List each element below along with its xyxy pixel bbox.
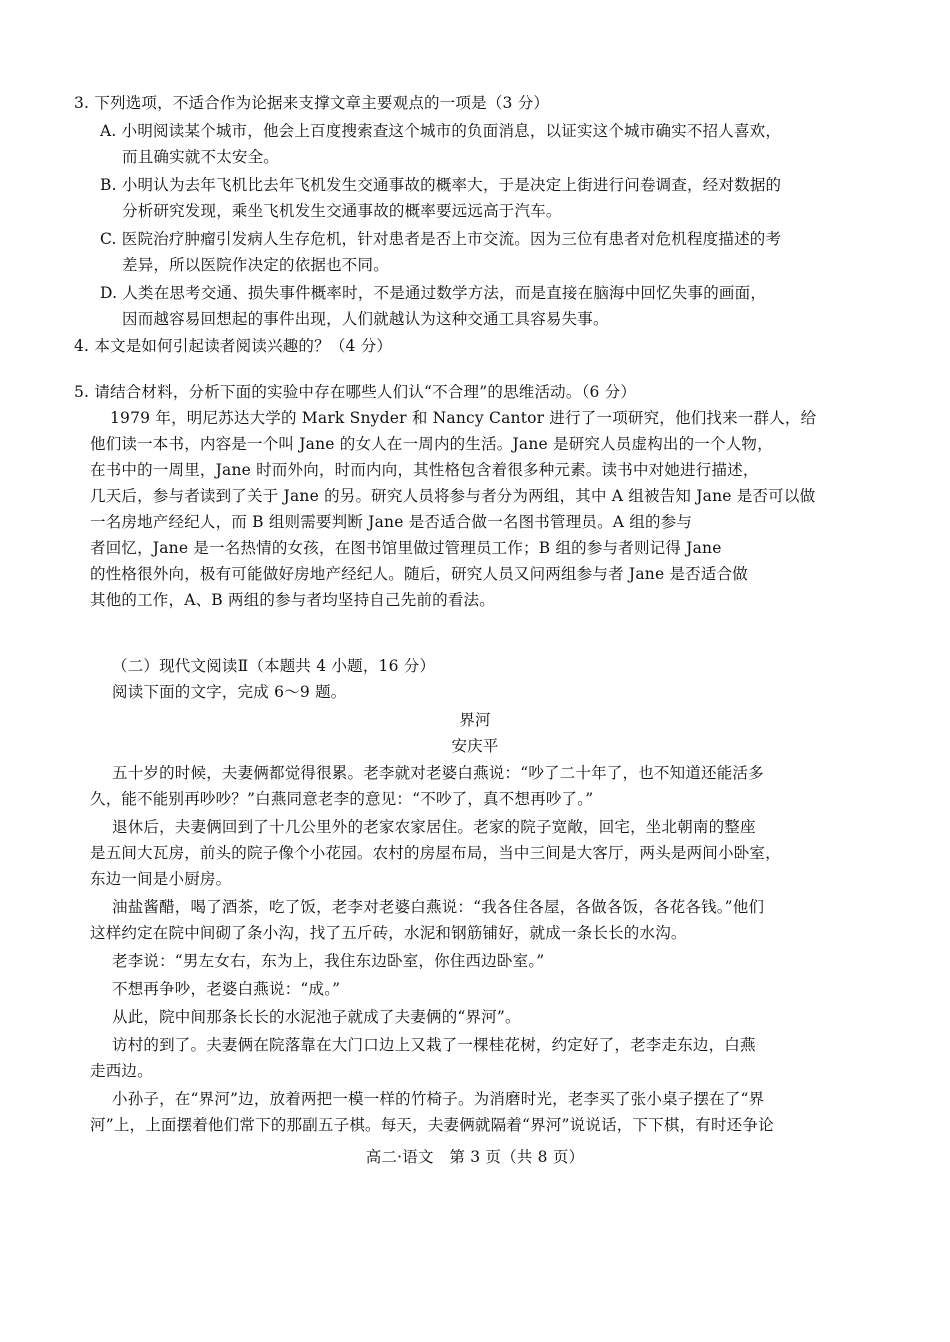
story-p8-line1: 小孙子，在“界河”边，放着两把一模一样的竹椅子。为消磨时光，老李买了张小桌子摆在了“界 [112,1090,765,1108]
section-2-instruction: 阅读下面的文字，完成 6～9 题。 [112,683,347,701]
story-author: 安庆平 [451,737,499,755]
story-title: 界河 [459,711,491,729]
story-p4: 老李说：“男左女右，东为上，我住东边卧室，你住西边卧室。” [112,952,545,970]
story-p8-line2: 河”上，上面摆着他们常下的那副五子棋。每天，夫妻俩就隔着“界河”说说话，下下棋，有时还争论 [90,1116,774,1134]
q5-material-line2: 他们读一本书，内容是一个叫 Jane 的女人在一周内的生活。Jane 是研究人员虚构出的一个人物， [90,435,773,453]
story-p3-line1: 油盐酱醋，喝了酒茶，吃了饭，老李对老婆白燕说：“我各住各屋，各做各饭，各花各钱。”他们 [112,898,765,916]
q5-material-line6: 者回忆，Jane 是一名热情的女孩，在图书馆里做过管理员工作；B 组的参与者则记得 Jane [90,539,722,557]
option-b-line2: 分析研究发现，乘坐飞机发生交通事故的概率要远远高于汽车。 [122,202,562,220]
q5-material-line3: 在书中的一周里，Jane 时而外向，时而内向，其性格包含着很多种元素。读书中对她进行描述， [90,461,759,479]
q5-material-line7: 的性格很外向，极有可能做好房地产经纪人。随后，研究人员又问两组参与者 Jane 是否适合做 [90,565,748,583]
story-p7-line2: 走西边。 [90,1062,153,1080]
story-p5: 不想再争吵，老婆白燕说：“成。” [112,980,341,998]
story-p2-line1: 退休后，夫妻俩回到了十几公里外的老家农家居住。老家的院子宽敞，回宅，坐北朝南的整座 [112,818,756,836]
q5-material-line8: 其他的工作，A、B 两组的参与者均坚持自己先前的看法。 [90,591,495,609]
option-c-line1: C. 医院治疗肿瘤引发病人生存危机，针对患者是否上市交流。因为三位有患者对危机程度描述的考 [100,230,782,248]
option-d-line2: 因而越容易回想起的事件出现，人们就越认为这种交通工具容易失事。 [122,310,609,328]
q5-material-line1: 1979 年，明尼苏达大学的 Mark Snyder 和 Nancy Cantor 进行了一项研究，他们找来一群人，给 [110,409,817,427]
story-p7-line1: 访村的到了。夫妻俩在院落靠在大门口边上又栽了一棵桂花树，约定好了，老李走东边，白燕 [112,1036,756,1054]
story-p6: 从此，院中间那条长长的水泥池子就成了夫妻俩的“界河”。 [112,1008,521,1026]
story-p1-line1: 五十岁的时候，夫妻俩都觉得很累。老李就对老婆白燕说：“吵了二十年了，也不知道还能活多 [112,764,764,782]
story-p2-line3: 东边一间是小厨房。 [90,870,232,888]
q5-material-line4: 几天后，参与者读到了关于 Jane 的另。研究人员将参与者分为两组，其中 A 组被告知 Jane 是否可以做 [90,487,816,505]
option-d-line1: D. 人类在思考交通、损失事件概率时，不是通过数学方法，而是直接在脑海中回忆失事的画面， [100,284,767,302]
story-p1-line2: 久，能不能别再吵吵？”白燕同意老李的意见：“不吵了，真不想再吵了。” [90,790,594,808]
section-2-heading: （二）现代文阅读Ⅱ（本题共 4 小题，16 分） [112,657,436,675]
question-4-stem: 4. 本文是如何引起读者阅读兴趣的？（4 分） [74,337,393,355]
option-b-line1: B. 小明认为去年飞机比去年飞机发生交通事故的概率大，于是决定上街进行问卷调查，经对数据的 [100,176,782,194]
question-3-stem: 3. 下列选项，不适合作为论据来支撑文章主要观点的一项是（3 分） [74,94,550,112]
page-footer: 高二·语文 第 3 页（共 8 页） [365,1148,585,1166]
option-a-line2: 而且确实就不太安全。 [122,148,280,166]
q5-material-line5: 一名房地产经纪人，而 B 组则需要判断 Jane 是否适合做一名图书管理员。A 组的参与 [90,513,693,531]
option-a-line1: A. 小明阅读某个城市，他会上百度搜索查这个城市的负面消息，以证实这个城市确实不招人喜欢， [100,122,782,140]
story-p2-line2: 是五间大瓦房，前头的院子像个小花园。农村的房屋布局，当中三间是大客厅，两头是两间小卧室， [90,844,781,862]
story-p3-line2: 这样约定在院中间砌了条小沟，找了五斤砖，水泥和钢筋铺好，就成一条长长的水沟。 [90,924,687,942]
option-c-line2: 差异，所以医院作决定的依据也不同。 [122,256,389,274]
question-5-stem: 5. 请结合材料，分析下面的实验中存在哪些人们认“不合理”的思维活动。（6 分） [74,383,637,401]
